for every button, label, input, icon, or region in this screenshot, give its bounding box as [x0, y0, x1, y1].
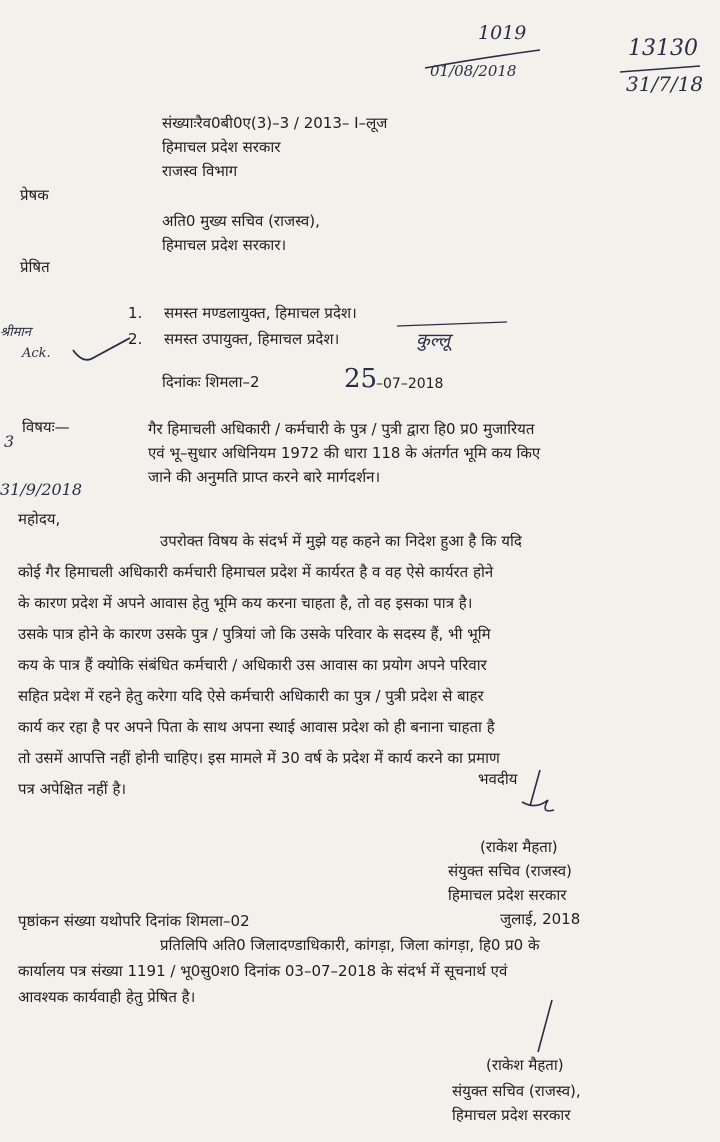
salutation: महोदय, — [18, 510, 61, 528]
body-line-1: उपरोक्त विषय के संदर्भ में मुझे यह कहने का निदेश हुआ है कि यदि — [160, 532, 522, 550]
closing-government: हिमाचल प्रदेश सरकार — [448, 886, 567, 904]
endorsement-text-1: प्रतिलिपि अति0 जिलादण्डाधिकारी, कांगड़ा, जिला कांगड़ा, हि0 प्र0 के — [160, 936, 540, 954]
reference-number: संख्याःरैव0बी0ए(3)–3 / 2013– I–लूज — [162, 114, 388, 132]
recipients-label: प्रेषित — [20, 258, 50, 276]
subject-line-3: जाने की अनुमति प्राप्त करने बारे मार्गदर्शन। — [148, 468, 381, 486]
closing2-designation: संयुक्त सचिव (राजस्व), — [452, 1082, 581, 1100]
signature-1 — [500, 766, 560, 826]
handwritten-number: 1019 — [478, 22, 527, 44]
signature-2 — [524, 998, 564, 1058]
endorsement-date: जुलाई, 2018 — [500, 910, 581, 928]
handwritten-underline — [420, 40, 550, 80]
handwritten-addressee-line — [392, 318, 512, 332]
endorsement-text-2: कार्यालय पत्र संख्या 1191 / भू0सु0श0 दिनांक 03–07–2018 के संदर्भ में सूचनार्थ एवं — [18, 962, 508, 980]
body-line-3: के कारण प्रदेश में अपने आवास हेतु भूमि कय करना चाहता है, तो वह इसका पात्र है। — [18, 594, 473, 612]
body-line-7: कार्य कर रहा है पर अपने पिता के साथ अपना स्थाई आवास प्रदेश को ही बनाना चाहता है — [18, 718, 495, 736]
body-line-8: तो उसमें आपत्ति नहीं होनी चाहिए। इस मामले में 30 वर्ष के प्रदेश में कार्य करने का प्रमाण — [18, 749, 500, 767]
closing2-government: हिमाचल प्रदेश सरकार — [452, 1106, 571, 1124]
handwritten-receipt-number: 13130 — [628, 36, 698, 61]
handwritten-margin-note-3: 3 — [4, 432, 15, 451]
recipient-1-number: 1. — [128, 304, 143, 322]
body-line-5: कय के पात्र हैं क्योकि संबंधित कर्मचारी / अधिकारी उस आवास का प्रयोग अपने परिवार — [18, 656, 487, 674]
body-line-9: पत्र अपेक्षित नहीं है। — [18, 780, 127, 798]
subject-label: विषयः— — [22, 418, 70, 436]
header-government: हिमाचल प्रदेश सरकार — [162, 138, 281, 156]
endorsement-line: पृष्ठांकन संख्या यथोपरि दिनांक शिमला–02 — [18, 912, 250, 930]
handwritten-margin-note-2: Ack. — [22, 346, 51, 361]
closing-designation: संयुक्त सचिव (राजस्व) — [448, 862, 572, 880]
body-line-6: सहित प्रदेश में रहने हेतु करेगा यदि ऐसे कर्मचारी अधिकारी का पुत्र / पुत्री प्रदेश से बाहर — [18, 687, 484, 705]
sender-name: अति0 मुख्य सचिव (राजस्व), — [162, 212, 320, 230]
closing-name: (राकेश मैहता) — [480, 838, 558, 856]
body-line-2: कोई गैर हिमाचली अधिकारी कर्मचारी हिमाचल प्रदेश में कार्यरत है व वह ऐसे कार्यरत होने — [18, 563, 494, 581]
handwritten-tick-mark — [68, 330, 138, 370]
date-suffix: –07–2018 — [376, 376, 444, 392]
subject-line-1: गैर हिमाचली अधिकारी / कर्मचारी के पुत्र / पुत्री द्वारा हि0 प्र0 मुजारियत — [148, 420, 535, 438]
handwritten-date-day: 25 — [344, 364, 378, 394]
sender-label: प्रेषक — [20, 186, 49, 204]
recipient-2-text: समस्त उपायुक्त, हिमाचल प्रदेश। — [164, 330, 340, 348]
recipient-1-text: समस्त मण्डलायुक्त, हिमाचल प्रदेश। — [164, 304, 357, 322]
endorsement-text-3: आवश्यक कार्यवाही हेतु प्रेषित है। — [18, 988, 196, 1006]
subject-line-2: एवं भू–सुधार अधिनियम 1972 की धारा 118 के अंतर्गत भूमि कय किए — [148, 444, 541, 462]
handwritten-receipt-date: 31/7/18 — [626, 72, 704, 96]
handwritten-margin-note-4: 31/9/2018 — [0, 480, 83, 499]
handwritten-addressee: कुल्लू — [416, 330, 451, 351]
sender-government: हिमाचल प्रदेश सरकार। — [162, 236, 287, 254]
handwritten-receipt-line — [615, 60, 705, 80]
recipient-2-number: 2. — [128, 330, 143, 348]
date-label: दिनांकः शिमला–2 — [162, 373, 260, 391]
body-line-4: उसके पात्र होने के कारण उसके पुत्र / पुत्रियां जो कि उसके परिवार के सदस्य हैं, भी भूमि — [18, 625, 491, 643]
header-department: राजस्व विभाग — [162, 162, 238, 180]
closing2-name: (राकेश मैहता) — [486, 1056, 564, 1074]
handwritten-margin-note-1: श्रीमान — [0, 325, 31, 340]
closing-yours: भवदीय — [478, 770, 518, 788]
handwritten-date: 01/08/2018 — [430, 62, 517, 80]
